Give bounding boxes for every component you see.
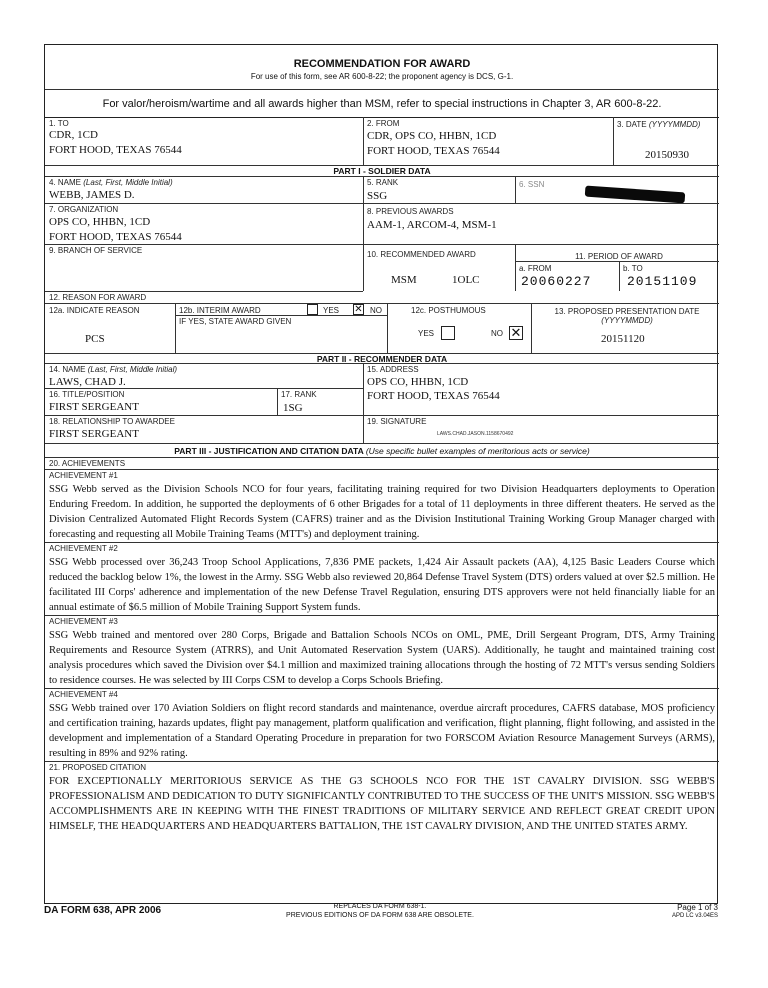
- recommended-olc: 1OLC: [452, 274, 480, 286]
- signature-label: 19. SIGNATURE: [367, 417, 427, 426]
- organization-line2: FORT HOOD, TEXAS 76544: [49, 231, 182, 243]
- interim-yes-label: YES: [323, 306, 340, 315]
- reason-title: 12. REASON FOR AWARD: [49, 293, 147, 302]
- citation-text: FOR EXCEPTIONALLY MERITORIOUS SERVICE AS THE G3 SCHOOLS NCO FOR THE 1ST CAVALRY DIVISION. SSG WEBB'S PROFESSIONALISM AND DEDICATION TO DUTY SIGNIFICANTLY CONTRIBUTED TO THE SUCCESS OF THE UNIT'S MISSION. SSG WEBB'S ACCOMPLISHMENTS ARE IN KEEPING WITH THE FINEST TRADITIONS OF MILITARY SERVICE AND REFLECT GREAT CREDIT UPON HIMSELF, THE HEADQUARTERS AND HEADQUARTERS BATTALION, THE 1ST CAVALRY DIVISION, AND THE UNITED STATES ARMY.: [49, 776, 715, 832]
- form-title: RECOMMENDATION FOR AWARD: [293, 58, 471, 70]
- achievement-4-text: SSG Webb trained over 170 Aviation Soldiers on flight record standards and maintenance, overdue aircraft procedures, CAFRS database, MOS proficiency and certification training, hazards updates, flight pay management, platform qualification and verification, flight planning, flight following, and assisted in the development and implementation of a Standard Operating Procedure in preparation for two FORSCOM Aviation Resource Management Surveys (ARMS), resulting in 89% and 92% rating.: [49, 703, 715, 759]
- form-subtitle: For use of this form, see AR 600-8-22; the proponent agency is DCS, G-1.: [250, 72, 514, 81]
- achievement-1-text: SSG Webb served as the Division Schools NCO for four years, facilitating training required for two Division Headquarters deployments to Operation Enduring Freedom. In addition, he supported the deployments of 6 other Brigades for a total of 11 deployments in three different theaters. He served as the Division Centralized Automated Flight Records System (CAFRS) trainer and as the Division Institutional Training Working Group Manager charged with forecasting and requesting all Mobile Training Teams (MTT's) and deployment training.: [49, 484, 715, 540]
- obsolete-note: PREVIOUS EDITIONS OF DA FORM 638 ARE OBSOLETE.: [286, 912, 474, 919]
- period-from: 20060227: [521, 274, 592, 289]
- from-line2: FORT HOOD, TEXAS 76544: [367, 145, 500, 157]
- to-label: 1. TO: [49, 119, 69, 128]
- rank-label: 5. RANK: [367, 178, 399, 187]
- interim-award-label: 12b. INTERIM AWARD: [179, 306, 261, 315]
- form-id: DA FORM 638, APR 2006: [44, 905, 162, 916]
- title-position: FIRST SERGEANT: [49, 401, 139, 413]
- presentation-date: 20151120: [601, 333, 645, 345]
- posthumous-no-checkbox[interactable]: ✕: [510, 325, 522, 340]
- to-line1: CDR, 1CD: [49, 129, 98, 141]
- presentation-date-label: 13. PROPOSED PRESENTATION DATE: [554, 307, 700, 316]
- achievement-3-label: ACHIEVEMENT #3: [49, 617, 118, 626]
- interim-hint: IF YES, STATE AWARD GIVEN: [179, 317, 292, 326]
- achievement-3-text: SSG Webb trained and mentored over 280 Corps, Brigade and Battalion Schools NCOs on OML, PME, Drill Sergeant Program, DTS, Army Training Requirements and Resource System (ATRRS), and Unit Automated Reservation System (UARS). Additionally, he taught and maintained training cost analysis procedures which saved the Division over $4.1 million and maximized training allocations through the hosting of 72 MTT's versus sending Soldiers to residence courses. He was selected by III Corps CSM to develop a Corps Schools Briefing.: [49, 630, 715, 686]
- award-form: [44, 44, 718, 904]
- date-label: 3. DATE (YYYYMMDD): [617, 120, 701, 129]
- ssn-redaction: [585, 186, 686, 204]
- achievement-2-label: ACHIEVEMENT #2: [49, 544, 118, 553]
- replaces-note: REPLACES DA FORM 638-1.: [333, 903, 427, 910]
- part1-title: PART I - SOLDIER DATA: [333, 166, 431, 176]
- page-number: Page 1 of 3: [677, 903, 718, 912]
- period-to-label: b. TO: [623, 264, 643, 273]
- title-position-label: 16. TITLE/POSITION: [49, 390, 125, 399]
- rank-value: SSG: [367, 190, 388, 202]
- period-from-label: a. FROM: [519, 264, 552, 273]
- organization-line1: OPS CO, HHBN, 1CD: [49, 216, 151, 228]
- achievement-1-label: ACHIEVEMENT #1: [49, 471, 118, 480]
- address-line2: FORT HOOD, TEXAS 76544: [367, 390, 500, 402]
- date-value: 20150930: [645, 149, 689, 161]
- recommender-name-label: 14. NAME (Last, First, Middle Initial): [49, 365, 178, 374]
- recommended-award: MSM: [391, 274, 417, 286]
- previous-awards: AAM-1, ARCOM-4, MSM-1: [367, 219, 497, 231]
- posthumous-yes-label: YES: [418, 329, 435, 338]
- achievements-label: 20. ACHIEVEMENTS: [49, 459, 126, 468]
- soldier-name: WEBB, JAMES D.: [49, 189, 135, 201]
- recommender-rank: 1SG: [283, 402, 303, 414]
- citation-label: 21. PROPOSED CITATION: [49, 763, 147, 772]
- posthumous-label: 12c. POSTHUMOUS: [411, 306, 486, 315]
- recommender-name: LAWS, CHAD J.: [49, 376, 126, 388]
- posthumous-no-label: NO: [491, 329, 503, 338]
- achievement-2-text: SSG Webb processed over 36,243 Troop School Applications, 7,836 PME packets, 1,424 Air Assault packets (AA), 4,125 Basic Leaders Course which reduced the backlog below 1%, the lowest in the Army. SSG Webb also reviewed 20,864 Defense Travel System (DTS) orders valued at over $2.5 million. He facilitated III Corps' adherence and implementation of the new Defense Travel Regulation, ensuring DTS approvers were not held financially liable for an annual estimate of $6.5 million of Mobile Training Support System funds.: [49, 557, 715, 613]
- part2-title: PART II - RECOMMENDER DATA: [316, 354, 448, 364]
- interim-no-checkbox[interactable]: ✕: [354, 304, 363, 315]
- recommender-rank-label: 17. RANK: [281, 390, 317, 399]
- organization-label: 7. ORGANIZATION: [49, 205, 119, 214]
- address-line1: OPS CO, HHBN, 1CD: [367, 376, 469, 388]
- from-line1: CDR, OPS CO, HHBN, 1CD: [367, 130, 497, 142]
- period-to: 20151109: [627, 274, 698, 289]
- to-line2: FORT HOOD, TEXAS 76544: [49, 144, 182, 156]
- presentation-date-format: (YYYYMMDD): [601, 316, 653, 325]
- posthumous-yes-checkbox[interactable]: [441, 326, 455, 340]
- digital-signature[interactable]: LAWS.CHAD.JASON.1158670492: [437, 431, 514, 437]
- branch-label: 9. BRANCH OF SERVICE: [49, 246, 143, 255]
- ssn-label: 6. SSN: [519, 180, 545, 189]
- interim-yes-checkbox[interactable]: [307, 304, 318, 315]
- recommended-award-label: 10. RECOMMENDED AWARD: [367, 250, 476, 259]
- form-version: APD LC v3.04ES: [671, 913, 718, 919]
- indicate-reason: PCS: [85, 333, 105, 345]
- relationship: FIRST SERGEANT: [49, 428, 139, 440]
- from-label: 2. FROM: [367, 119, 400, 128]
- period-label: 11. PERIOD OF AWARD: [575, 252, 663, 261]
- address-label: 15. ADDRESS: [367, 365, 419, 374]
- soldier-name-label: 4. NAME (Last, First, Middle Initial): [49, 178, 173, 187]
- indicate-reason-label: 12a. INDICATE REASON: [49, 306, 140, 315]
- relationship-label: 18. RELATIONSHIP TO AWARDEE: [49, 417, 175, 426]
- achievement-4-label: ACHIEVEMENT #4: [49, 690, 118, 699]
- interim-no-label: NO: [370, 306, 382, 315]
- previous-awards-label: 8. PREVIOUS AWARDS: [367, 207, 454, 216]
- special-instructions-notice: For valor/heroism/wartime and all awards higher than MSM, refer to special instructions in Chapter 3, AR 600-8-22.: [102, 98, 662, 110]
- part3-title: PART III - JUSTIFICATION AND CITATION DATA (Use specific bullet examples of meritorious acts or service): [174, 446, 590, 456]
